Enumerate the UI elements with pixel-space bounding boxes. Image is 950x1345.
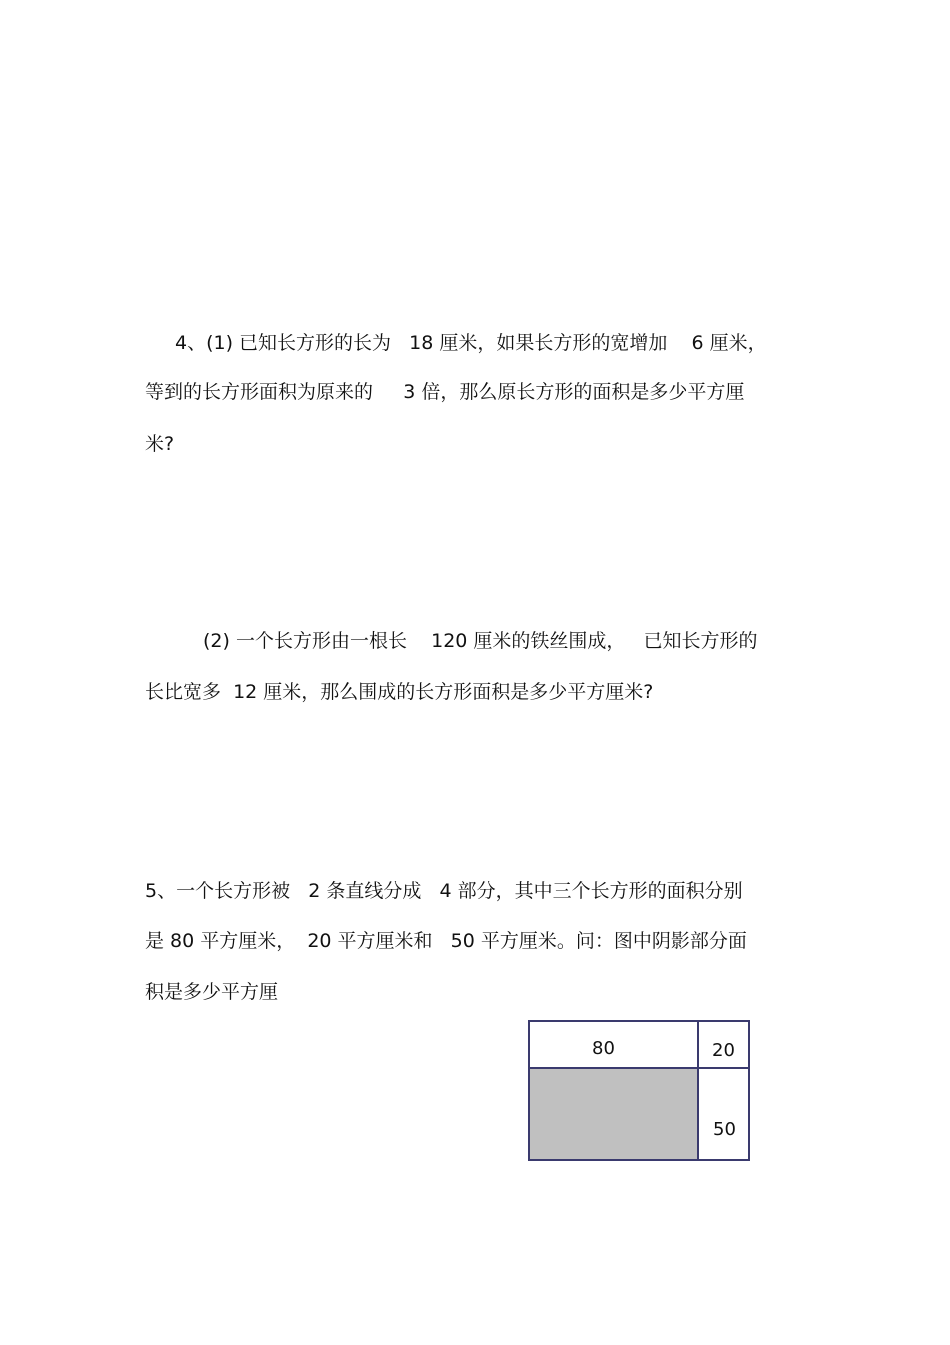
problem5-line2: 是 80 平方厘米， 20 平方厘米和 50 平方厘米。问：图中阴影部分面 (145, 930, 747, 952)
problem4-part2-line2: 长比宽多 12 厘米，那么围成的长方形面积是多少平方厘米? (145, 681, 654, 703)
horizontal-divider (528, 1067, 750, 1069)
problem4-part1-line1: 4、(1) 已知长方形的长为 18 厘米，如果长方形的宽增加 6 厘米， (175, 332, 767, 354)
problem4-part1-line2: 等到的长方形面积为原来的 3 倍，那么原长方形的面积是多少平方厘 (145, 381, 745, 403)
area-label-bottom-right: 50 (713, 1119, 736, 1140)
rectangle-diagram (528, 1020, 750, 1161)
problem5-line1: 5、一个长方形被 2 条直线分成 4 部分，其中三个长方形的面积分别 (145, 880, 743, 902)
vertical-divider (697, 1020, 699, 1161)
problem4-part2-line1: (2) 一个长方形由一根长 120 厘米的铁丝围成， 已知长方形的 (203, 630, 758, 652)
area-label-top-left: 80 (592, 1038, 615, 1059)
problem4-part1-line3: 米? (145, 433, 175, 455)
area-label-top-right: 20 (712, 1040, 735, 1061)
problem5-line3: 积是多少平方厘 (145, 981, 279, 1003)
